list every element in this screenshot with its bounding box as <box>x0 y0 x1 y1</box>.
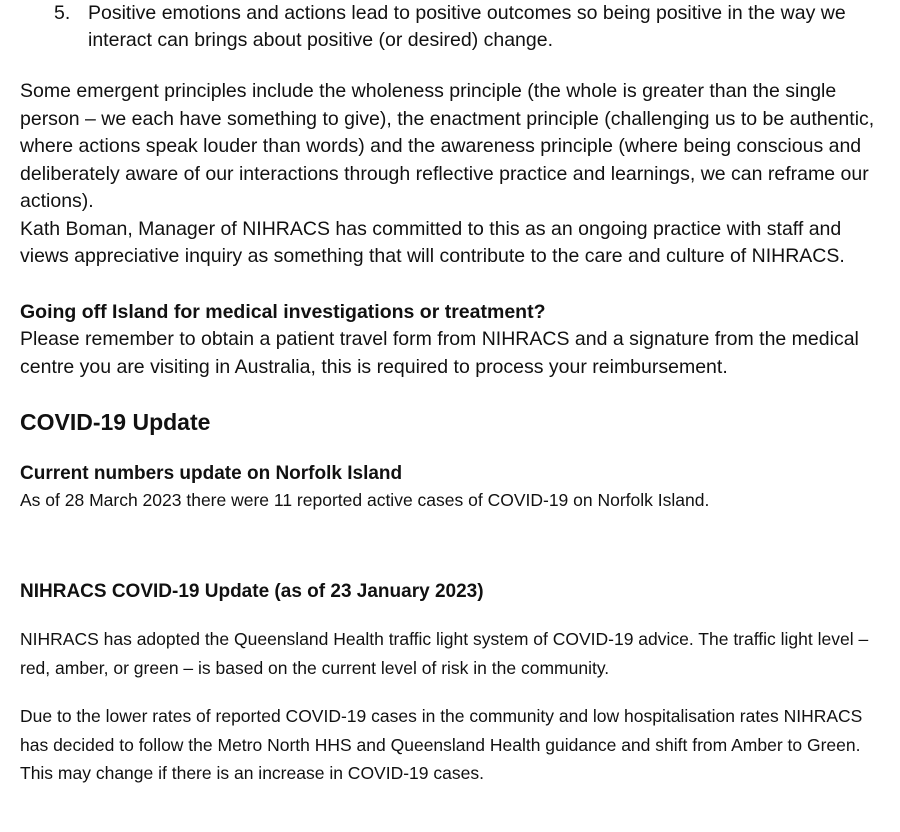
intro-list <box>20 0 880 54</box>
list-item <box>20 0 880 54</box>
covid-heading: COVID-19 Update <box>20 409 211 435</box>
list-item-text: Positive emotions and actions lead to positive outcomes so being positive in the way we interact can brings about positive (or desired) change. <box>88 2 846 51</box>
document-page <box>20 0 880 788</box>
principles-paragraph: Some emergent principles include the wholeness principle (the whole is greater than the single person – we each have something to give), the enactment principle (challenging us to be authentic, where actions speak louder than words) and the awareness principle (where being conscious and deliberately aware of our interactions through reflective practice and learnings, we can reframe our actions). <box>20 80 875 212</box>
shift-paragraph: Due to the lower rates of reported COVID-19 cases in the community and low hospitalisation rates NIHRACS has decided to follow the Metro North HHS and Queensland Health guidance and shift from Amber to Green. This may change if there is an increase in COVID-19 cases. <box>20 706 863 783</box>
travel-paragraph: Please remember to obtain a patient travel form from NIHRACS and a signature from the medical centre you are visiting in Australia, this is required to process your reimbursement. <box>20 328 859 378</box>
travel-heading: Going off Island for medical investigations or treatment? <box>20 300 546 323</box>
numbers-paragraph: As of 28 March 2023 there were 11 reported active cases of COVID-19 on Norfolk Island. <box>20 490 710 510</box>
list-item-number: 5. <box>54 2 71 24</box>
traffic-light-paragraph: NIHRACS has adopted the Queensland Health traffic light system of COVID-19 advice. The traffic light level – red, amber, or green – is based on the current level of risk in the community. <box>20 629 869 678</box>
manager-paragraph: Kath Boman, Manager of NIHRACS has committed to this as an ongoing practice with staff and views appreciative inquiry as something that will contribute to the care and culture of NIHRACS. <box>20 217 845 267</box>
nihracs-covid-heading: NIHRACS COVID-19 Update (as of 23 January 2023) <box>20 581 484 602</box>
numbers-heading: Current numbers update on Norfolk Island <box>20 463 403 484</box>
